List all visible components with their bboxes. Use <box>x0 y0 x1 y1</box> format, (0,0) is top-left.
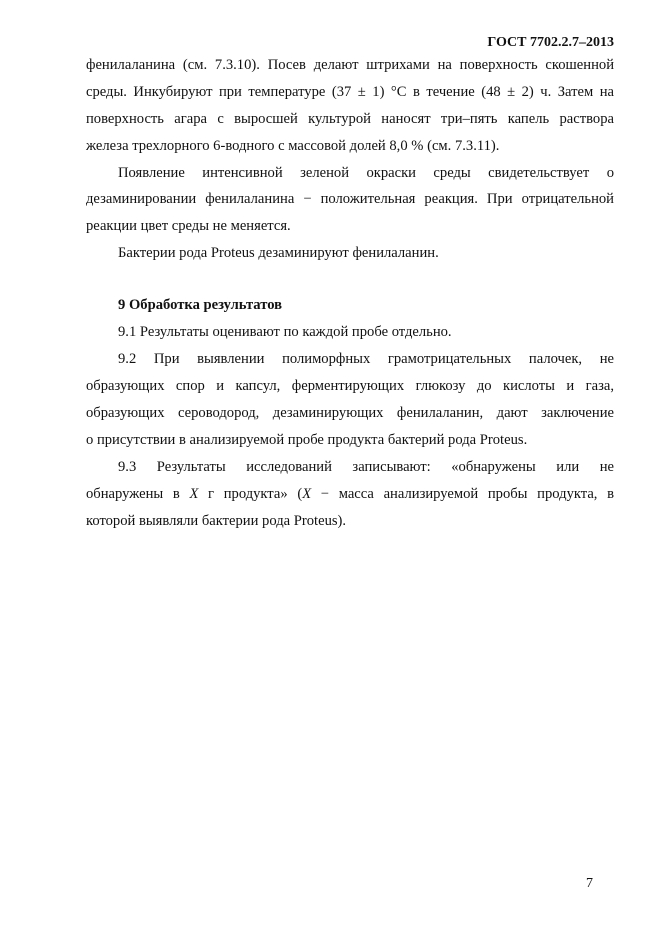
text-segment: г продукта» ( <box>198 486 303 502</box>
text-line: железа трехлорного 6-водного с массовой долей 8,0 % (см. 7.3.11). <box>86 138 500 154</box>
text-line: дезаминировании фенилаланина − положительная реакция. При отрицательной <box>86 191 614 207</box>
text-line: 9.3 Результаты исследований записывают: «обнаружены или не <box>118 459 614 475</box>
section-heading: 9 Обработка результатов <box>118 297 283 313</box>
text-line: о присутствии в анализируемой пробе продукта бактерий рода Proteus. <box>86 432 528 448</box>
text-segment: обнаружены в <box>86 486 190 502</box>
text-line: 9.1 Результаты оценивают по каждой пробе отдельно. <box>118 324 452 340</box>
text-segment: − масса анализируемой пробы продукта, в <box>311 486 615 502</box>
text-line: реакции цвет среды не меняется. <box>86 218 291 234</box>
text-line: Появление интенсивной зеленой окраски среды свидетельствует о <box>118 165 614 181</box>
text-line: образующих сероводород, дезаминирующих фенилаланин, дают заключение <box>86 405 614 421</box>
variable-x: X <box>302 486 312 502</box>
text-line: 9.2 При выявлении полиморфных грамотрицательных палочек, не <box>118 351 614 367</box>
text-line <box>86 485 614 503</box>
text-line: среды. Инкубируют при температуре (37 ± 1) °С в течение (48 ± 2) ч. Затем на <box>86 84 614 100</box>
text-line: фенилаланина (см. 7.3.10). Посев делают штрихами на поверхность скошенной <box>86 57 614 73</box>
page-number: 7 <box>586 876 593 891</box>
text-line: которой выявляли бактерии рода Proteus). <box>86 513 347 529</box>
text-line: поверхность агара с выросшей культурой наносят три–пять капель раствора <box>86 111 614 127</box>
variable-x: X <box>189 486 199 502</box>
text-line: Бактерии рода Proteus дезаминируют фенилаланин. <box>118 245 439 261</box>
text-line: образующих спор и капсул, ферментирующих глюкозу до кислоты и газа, <box>86 378 614 394</box>
document-header: ГОСТ 7702.2.7–2013 <box>487 35 614 50</box>
